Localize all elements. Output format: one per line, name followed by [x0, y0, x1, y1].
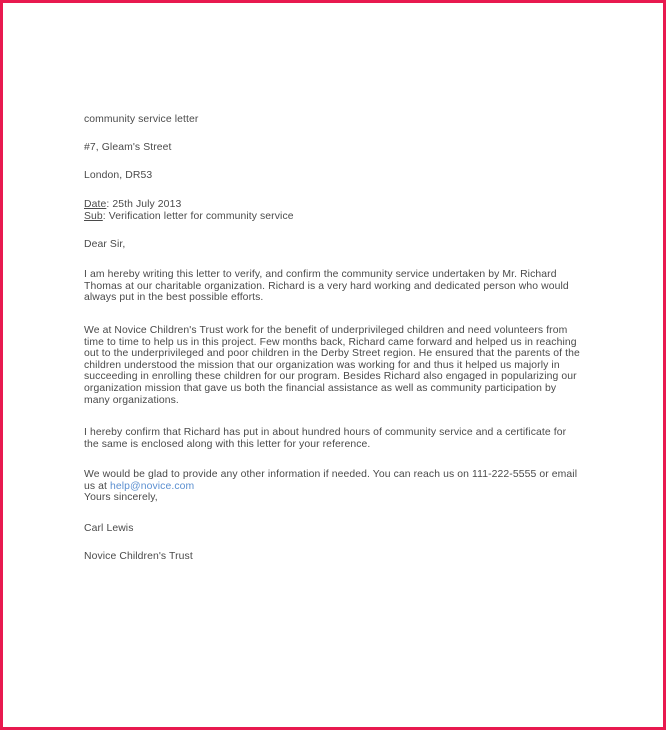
- body-paragraph: I hereby confirm that Richard has put in about hundred hours of community service and a certificate for the same is enclosed along with this letter for your reference.: [84, 427, 567, 450]
- address-street: #7, Gleam's Street: [84, 142, 172, 153]
- subject-value: : Verification letter for community service: [102, 211, 294, 222]
- contact-text: We would be glad to provide any other information if needed. You can reach us on 111-222-5555 or email us at: [84, 469, 578, 492]
- address-city: London, DR53: [84, 170, 153, 181]
- contact-paragraph: [84, 469, 582, 504]
- body-paragraph: I am hereby writing this letter to verify, and confirm the community service undertaken by Mr. Richard Thomas at our charitable organization. Richard is a very hard working and dedicated person who would always put in the best possible efforts.: [84, 269, 569, 304]
- signatory-name: Carl Lewis: [84, 523, 134, 534]
- date-label: Date: [84, 199, 107, 210]
- letter-heading: community service letter: [84, 114, 199, 125]
- date-line: [84, 199, 181, 211]
- date-value: : 25th July 2013: [106, 199, 182, 210]
- body-paragraph: We at Novice Children's Trust work for the benefit of underprivileged children and need volunteers from time to time to help us in this project. Few months back, Richard came forward and helped us in reaching out to the underprivileged and poor children in the Derby Street region. He ensured that the parents of the children understood the mission that our organization was working for and thus it helped us majorly in succeeding in enrolling these children for our program. Besides Richard also engaged in popularizing our organization mission that gave us both the financial assistance as well as community participation by many organizations.: [84, 325, 580, 406]
- greeting: Dear Sir,: [84, 239, 126, 250]
- subject-line: [84, 211, 294, 223]
- organization-name: Novice Children's Trust: [84, 551, 193, 562]
- contact-email-link[interactable]: help@novice.com: [110, 480, 195, 492]
- closing: Yours sincerely,: [84, 492, 158, 504]
- subject-label: Sub: [84, 211, 103, 222]
